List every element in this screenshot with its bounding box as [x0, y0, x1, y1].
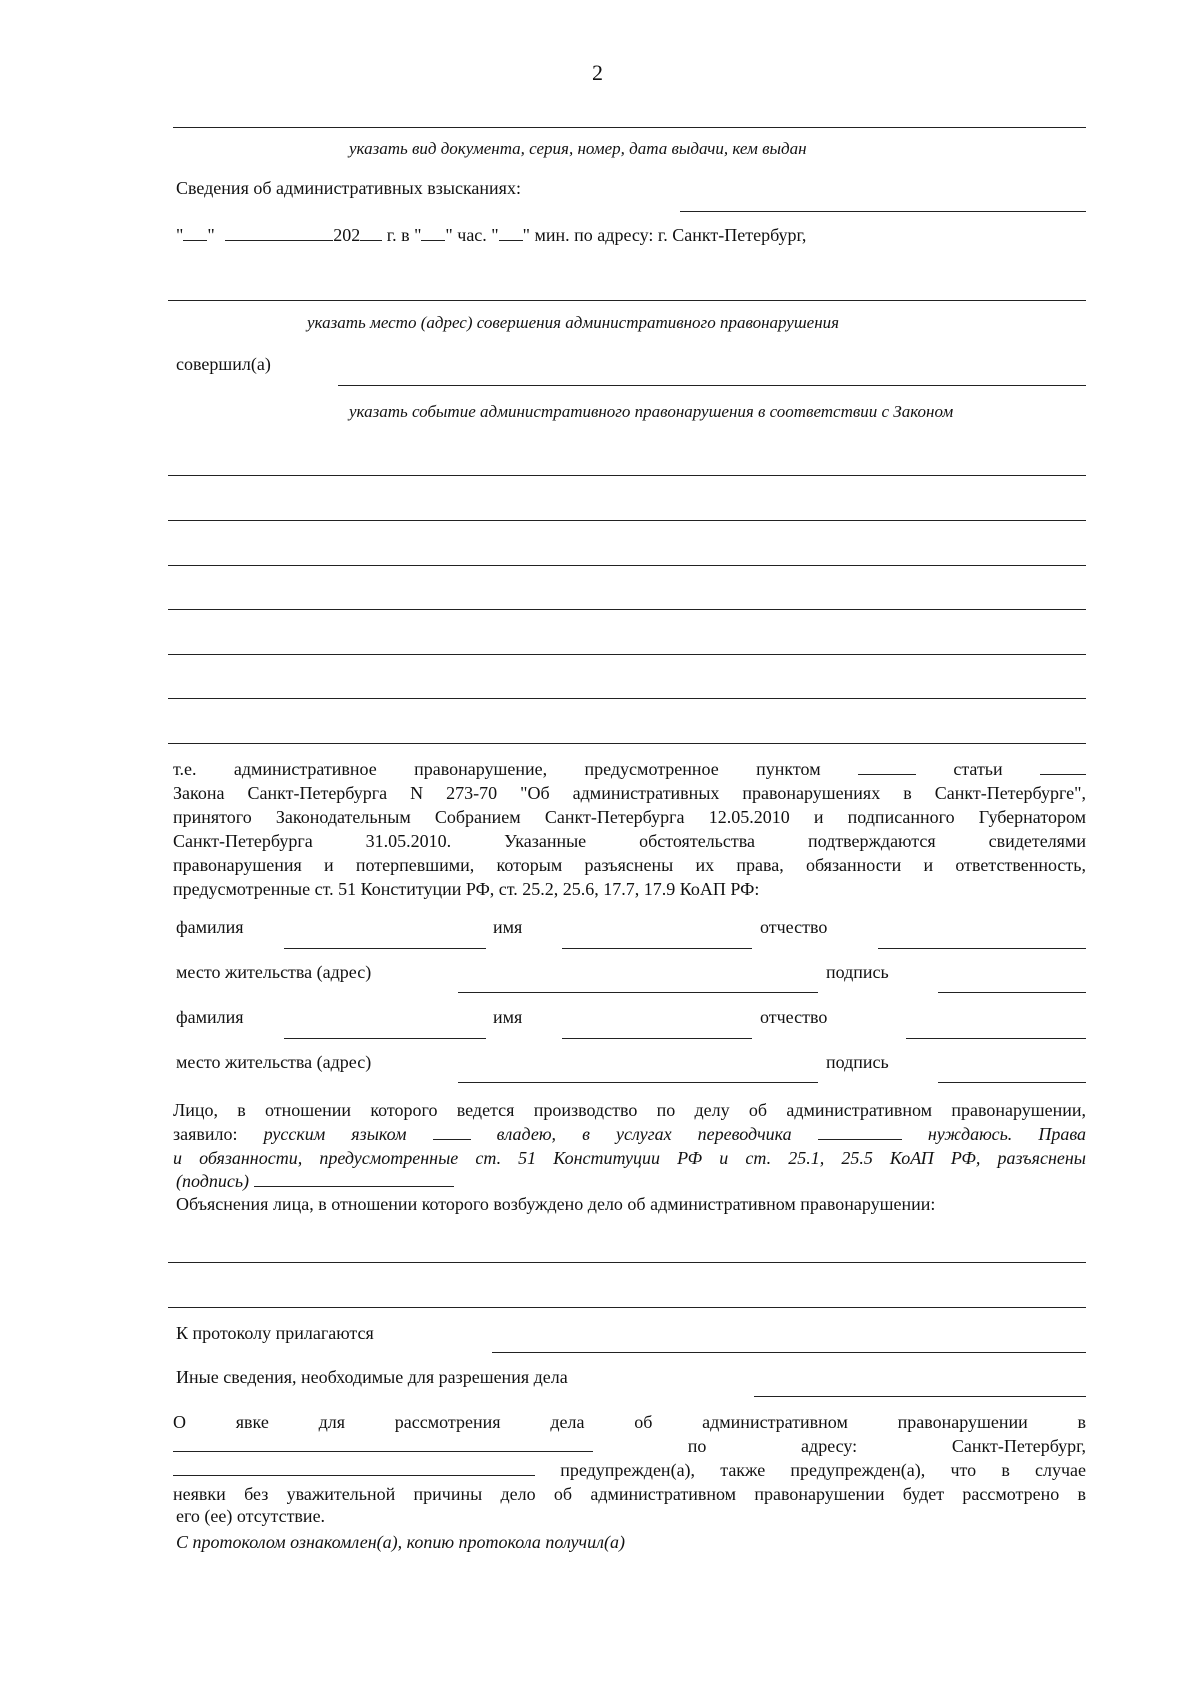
attachments-line[interactable]	[492, 1352, 1086, 1353]
event-line[interactable]	[168, 743, 1086, 744]
attachments-label: К протоколу прилагаются	[176, 1323, 374, 1343]
other-info-line[interactable]	[754, 1396, 1086, 1397]
event-line[interactable]	[168, 475, 1086, 476]
year-blank[interactable]	[360, 224, 382, 241]
witness-1-signature-label: подпись	[826, 962, 889, 982]
quote-close: "	[207, 225, 215, 245]
document-line[interactable]	[173, 127, 1086, 128]
witness-1-patronymic-line[interactable]	[878, 948, 1086, 949]
datetime-line	[176, 224, 806, 247]
language-line-2: заявило: русским языком владею, в услугах переводчика нуждаюсь. Права	[173, 1124, 1087, 1144]
committed-label: совершил(а)	[176, 354, 271, 374]
explanations-line[interactable]	[168, 1307, 1086, 1308]
place-caption: указать место (адрес) совершения административного правонарушения	[307, 313, 840, 332]
hour-blank[interactable]	[421, 224, 445, 241]
offense-line-5: правонарушения и потерпевшими, которым разъяснены их права, обязанности и ответственность,	[173, 855, 1086, 875]
event-line[interactable]	[168, 698, 1086, 699]
witness-1-surname-label: фамилия	[176, 917, 244, 937]
minute-blank[interactable]	[499, 224, 523, 241]
clause-blank[interactable]	[858, 758, 916, 775]
quote-open: "	[176, 225, 184, 245]
offense-line-6: предусмотренные ст. 51 Конституции РФ, ст. 25.2, 25.6, 17.7, 17.9 КоАП РФ:	[173, 879, 760, 899]
event-line[interactable]	[168, 520, 1086, 521]
explanations-label: Объяснения лица, в отношении которого возбуждено дело об административном правонарушении:	[176, 1194, 936, 1214]
event-line[interactable]	[168, 654, 1086, 655]
language-signature: (подпись)	[176, 1170, 454, 1193]
penalties-line[interactable]	[680, 211, 1086, 212]
witness-2-signature-line[interactable]	[938, 1082, 1086, 1083]
witness-2-name-line[interactable]	[562, 1038, 752, 1039]
hearing-date-blank[interactable]	[173, 1435, 593, 1452]
witness-2-patronymic-label: отчество	[760, 1007, 828, 1027]
other-info-label: Иные сведения, необходимые для разрешения дела	[176, 1367, 568, 1387]
acquainted-text: С протоколом ознакомлен(а), копию протокола получил(а)	[176, 1532, 625, 1552]
article-blank[interactable]	[1040, 758, 1086, 775]
witness-1-residence-label: место жительства (адрес)	[176, 962, 372, 982]
witness-2-residence-line[interactable]	[458, 1082, 818, 1083]
witness-1-patronymic-label: отчество	[760, 917, 828, 937]
year-prefix: 202	[333, 225, 361, 245]
month-blank[interactable]	[225, 224, 333, 241]
minute-address: " мин. по адресу: г. Санкт-Петербург,	[522, 225, 807, 245]
hour-label: " час. "	[445, 225, 499, 245]
offense-line-3: принятого Законодательным Собранием Санкт-Петербурга 12.05.2010 и подписанного Губернатором	[173, 807, 1086, 827]
explanations-line[interactable]	[168, 1262, 1086, 1263]
day-blank[interactable]	[183, 224, 207, 241]
witness-1-name-line[interactable]	[562, 948, 752, 949]
document-caption: указать вид документа, серия, номер, дата выдачи, кем выдан	[349, 139, 807, 158]
place-line[interactable]	[168, 300, 1086, 301]
language-line-1: Лицо, в отношении которого ведется производство по делу об административном правонарушении,	[173, 1100, 1086, 1120]
language-blank[interactable]	[433, 1123, 471, 1140]
offense-line-4: Санкт-Петербурга 31.05.2010. Указанные обстоятельства подтверждаются свидетелями	[173, 831, 1086, 851]
appearance-line-3: предупрежден(а), также предупрежден(а), что в случае	[173, 1458, 1086, 1482]
appearance-line-2: по адресу: Санкт-Петербург,	[173, 1434, 1086, 1458]
committed-line[interactable]	[338, 385, 1086, 386]
appearance-line-5: его (ее) отсутствие.	[176, 1506, 326, 1526]
hearing-address-blank[interactable]	[173, 1459, 535, 1476]
witness-1-signature-line[interactable]	[938, 992, 1086, 993]
offense-line-1: т.е. административное правонарушение, предусмотренное пунктом статьи	[173, 757, 1086, 781]
witness-2-patronymic-line[interactable]	[906, 1038, 1086, 1039]
witness-1-surname-line[interactable]	[284, 948, 486, 949]
event-line[interactable]	[168, 609, 1086, 610]
witness-2-surname-label: фамилия	[176, 1007, 244, 1027]
witness-1-name-label: имя	[493, 917, 523, 937]
year-suffix: г. в "	[386, 225, 422, 245]
penalties-label: Сведения об административных взысканиях:	[176, 178, 521, 198]
language-line-3: и обязанности, предусмотренные ст. 51 Конституции РФ и ст. 25.1, 25.5 КоАП РФ, разъяснены	[173, 1148, 1086, 1168]
offense-line-2: Закона Санкт-Петербурга N 273-70 "Об административных правонарушениях в Санкт-Петербурге",	[173, 783, 1086, 803]
page-number: 2	[592, 60, 603, 85]
witness-2-surname-line[interactable]	[284, 1038, 486, 1039]
witness-2-name-label: имя	[493, 1007, 523, 1027]
witness-2-signature-label: подпись	[826, 1052, 889, 1072]
event-line[interactable]	[168, 565, 1086, 566]
interpreter-blank[interactable]	[818, 1123, 902, 1140]
witness-1-residence-line[interactable]	[458, 992, 818, 993]
witness-2-residence-label: место жительства (адрес)	[176, 1052, 372, 1072]
rights-signature-blank[interactable]	[254, 1170, 454, 1187]
appearance-line-1: О явке для рассмотрения дела об административном правонарушении в	[173, 1412, 1087, 1432]
appearance-line-4: неявки без уважительной причины дело об административном правонарушении будет рассмотрено в	[173, 1484, 1086, 1504]
event-caption: указать событие административного правонарушения в соответствии с Законом	[349, 402, 954, 421]
